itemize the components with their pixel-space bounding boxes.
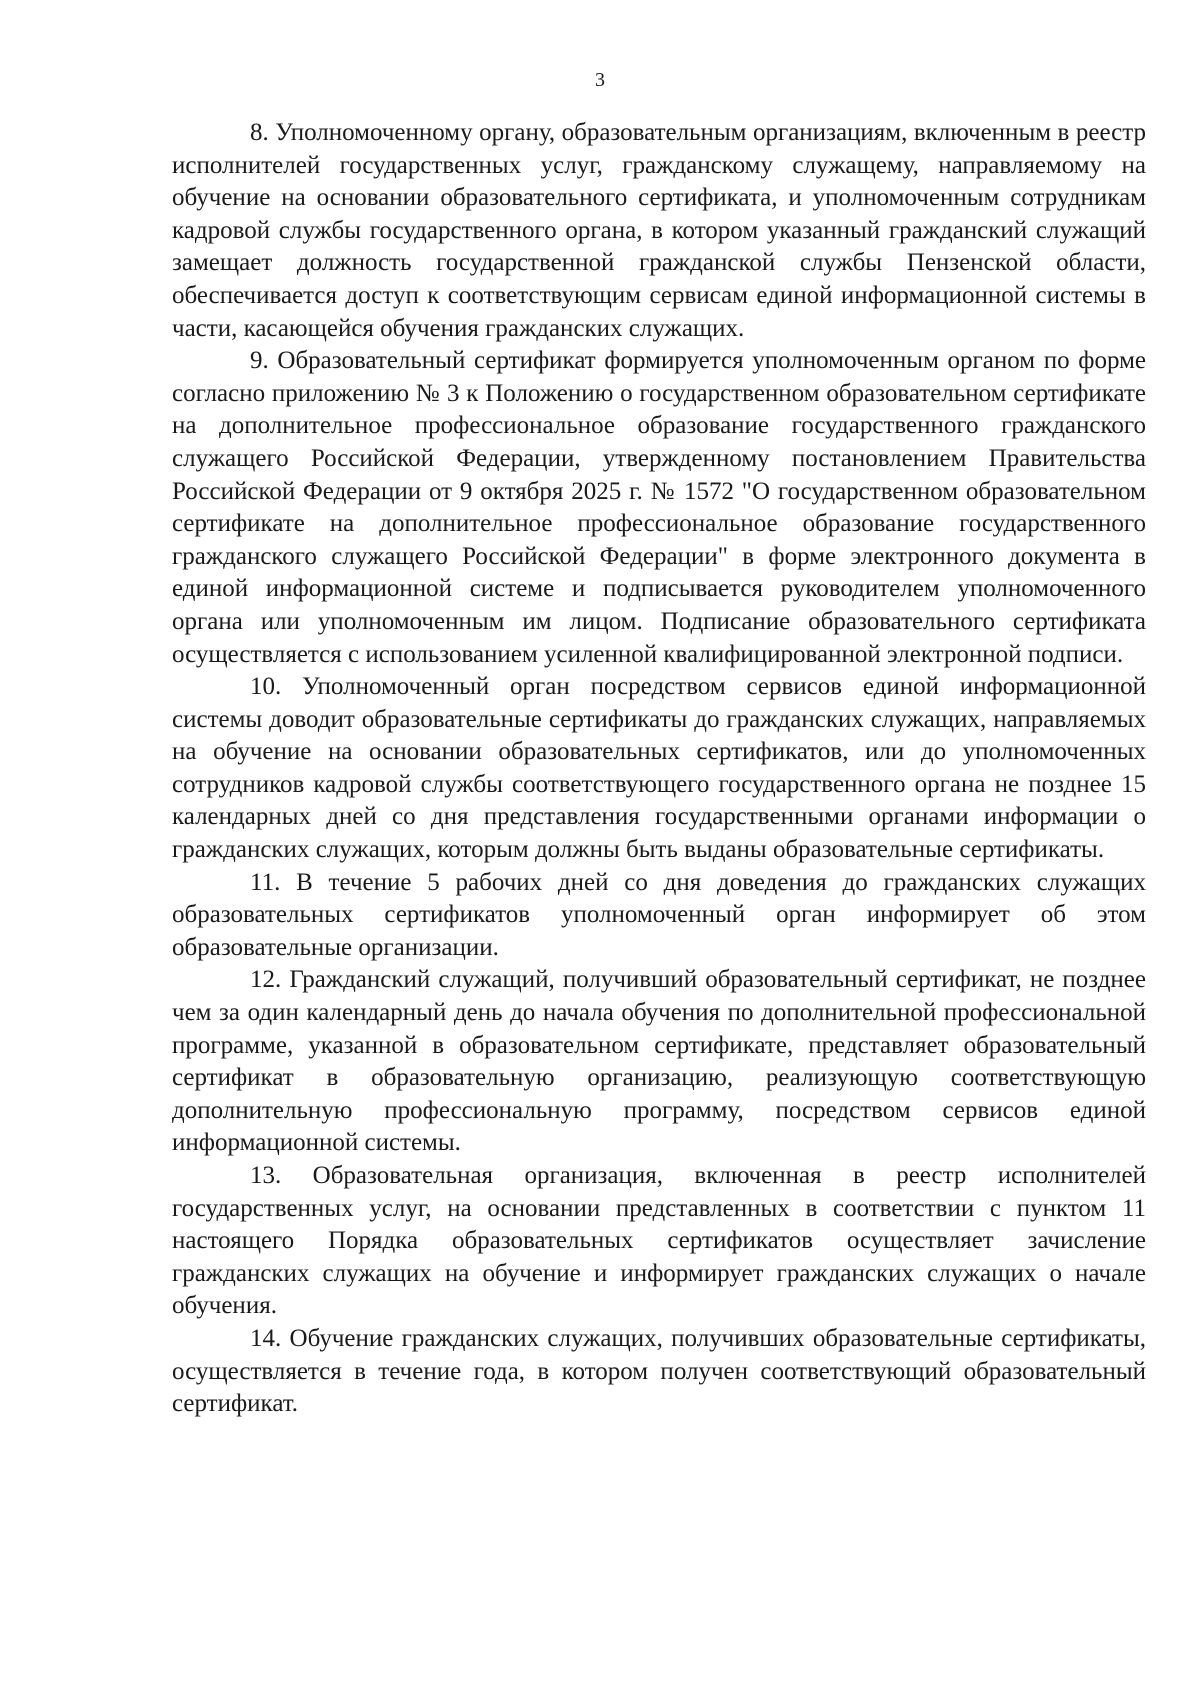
paragraph-14: 14. Обучение гражданских служащих, получивших образовательные сертификаты, осуществляется в течение года, в котором получен соответствующий образовательный сертификат. [172, 1324, 1146, 1418]
paragraph-8: 8. Уполномоченному органу, образовательным организациям, включенным в реестр исполнителей государственных услуг, гражданскому служащему, направляемому на обучение на основании образовательного сертификата, и уполномоченным сотрудникам кадровой службы государственного органа, в котором указанный гражданский служащий замещает должность государственной гражданской службы Пензенской области, обеспечивается доступ к соответствующим сервисам единой информационной системы в части, касающейся обучения гражданских служащих. [172, 119, 1146, 342]
document-body [172, 117, 1146, 1421]
paragraph-12: 12. Гражданский служащий, получивший образовательный сертификат, не позднее чем за один календарный день до начала обучения по дополнительной профессиональной программе, указанной в образовательном сертификате, представляет образовательный сертификат в образовательную организацию, реализующую соответствующую дополнительную профессиональную программу, посредством сервисов единой информационной системы. [172, 966, 1146, 1157]
paragraph-13: 13. Образовательная организация, включенная в реестр исполнителей государственных услуг, на основании представленных в соответствии с пунктом 11 настоящего Порядка образовательных сертификатов осуществляет зачисление гражданских служащих на обучение и информирует гражданских служащих о начале обучения. [172, 1162, 1146, 1320]
page-number: 3 [595, 69, 605, 91]
paragraph-9: 9. Образовательный сертификат формируется уполномоченным органом по форме согласно приложению № 3 к Положению о государственном образовательном сертификате на дополнительное профессиональное образование государственного гражданского служащего Российской Федерации, утвержденному постановлением Правительства Российской Федерации от 9 октября 2025 г. № 1572 "О государственном образовательном сертификате на дополнительное профессиональное образование государственного гражданского служащего Российской Федерации" в форме электронного документа в единой информационной системе и подписывается руководителем уполномоченного органа или уполномоченным им лицом. Подписание образовательного сертификата осуществляется с использованием усиленной квалифицированной электронной подписи. [172, 347, 1146, 668]
paragraph-10: 10. Уполномоченный орган посредством сервисов единой информационной системы доводит образовательные сертификаты до гражданских служащих, направляемых на обучение на основании образовательных сертификатов, или до уполномоченных сотрудников кадровой службы соответствующего государственного органа не позднее 15 календарных дней со дня представления государственными органами информации о гражданских служащих, которым должны быть выданы образовательные сертификаты. [172, 673, 1146, 864]
paragraph-11: 11. В течение 5 рабочих дней со дня доведения до гражданских служащих образовательных сертификатов уполномоченный орган информирует об этом образовательные организации. [172, 868, 1146, 961]
